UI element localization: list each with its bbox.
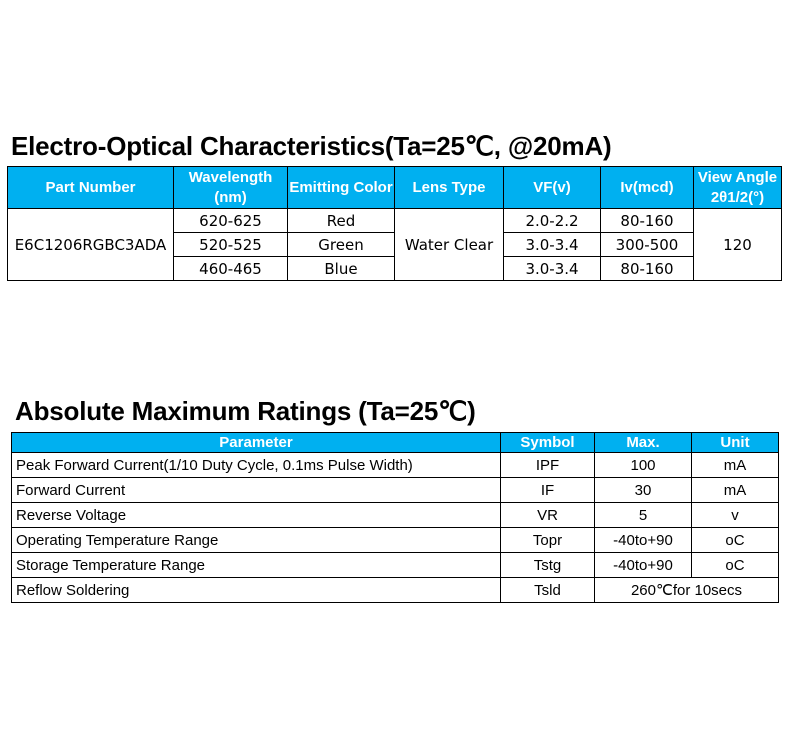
max-cell: -40to+90: [595, 528, 692, 553]
header-vf: VF(v): [504, 167, 601, 209]
parameter-cell: Storage Temperature Range: [12, 553, 501, 578]
symbol-cell: Topr: [501, 528, 595, 553]
absolute-maximum-ratings-title: Absolute Maximum Ratings (Ta=25℃): [15, 396, 476, 426]
color-cell: Red: [288, 209, 395, 233]
absolute-maximum-ratings-table: [11, 432, 779, 603]
max-cell: 5: [595, 503, 692, 528]
table-row: [12, 553, 779, 578]
unit-cell: oC: [692, 553, 779, 578]
symbol-cell: Tstg: [501, 553, 595, 578]
table-row: [8, 209, 782, 233]
vf-cell: 2.0-2.2: [504, 209, 601, 233]
header-part-number: Part Number: [8, 167, 174, 209]
electro-optical-title: Electro-Optical Characteristics(Ta=25℃, @20mA): [11, 131, 612, 161]
wavelength-cell: 620-625: [174, 209, 288, 233]
parameter-cell: Peak Forward Current(1/10 Duty Cycle, 0.1ms Pulse Width): [12, 453, 501, 478]
parameter-cell: Reverse Voltage: [12, 503, 501, 528]
symbol-cell: Tsld: [501, 578, 595, 603]
max-cell: 100: [595, 453, 692, 478]
reflow-value-cell: 260℃for 10secs: [595, 578, 779, 603]
header-wavelength: Wavelength (nm): [174, 167, 288, 209]
view-angle-cell: 120: [694, 209, 782, 281]
header-parameter: Parameter: [12, 433, 501, 453]
header-iv: Iv(mcd): [601, 167, 694, 209]
parameter-cell: Reflow Soldering: [12, 578, 501, 603]
table-row: [12, 503, 779, 528]
electro-optical-table: [7, 166, 782, 281]
color-cell: Green: [288, 233, 395, 257]
unit-cell: mA: [692, 453, 779, 478]
max-cell: -40to+90: [595, 553, 692, 578]
iv-cell: 80-160: [601, 257, 694, 281]
color-cell: Blue: [288, 257, 395, 281]
header-symbol: Symbol: [501, 433, 595, 453]
table-row: [12, 528, 779, 553]
table-row: [12, 578, 779, 603]
parameter-cell: Forward Current: [12, 478, 501, 503]
vf-cell: 3.0-3.4: [504, 233, 601, 257]
iv-cell: 80-160: [601, 209, 694, 233]
wavelength-cell: 520-525: [174, 233, 288, 257]
wavelength-cell: 460-465: [174, 257, 288, 281]
unit-cell: mA: [692, 478, 779, 503]
header-emitting-color: Emitting Color: [288, 167, 395, 209]
symbol-cell: VR: [501, 503, 595, 528]
vf-cell: 3.0-3.4: [504, 257, 601, 281]
max-cell: 30: [595, 478, 692, 503]
table-row: [12, 478, 779, 503]
iv-cell: 300-500: [601, 233, 694, 257]
part-number-cell: E6C1206RGBC3ADA: [8, 209, 174, 281]
unit-cell: oC: [692, 528, 779, 553]
header-lens-type: Lens Type: [395, 167, 504, 209]
table-header-row: [12, 433, 779, 453]
header-view-angle: View Angle 2θ1/2(°): [694, 167, 782, 209]
symbol-cell: IPF: [501, 453, 595, 478]
table-header-row: [8, 167, 782, 209]
lens-type-cell: Water Clear: [395, 209, 504, 281]
unit-cell: v: [692, 503, 779, 528]
parameter-cell: Operating Temperature Range: [12, 528, 501, 553]
header-unit: Unit: [692, 433, 779, 453]
header-max: Max.: [595, 433, 692, 453]
table-row: [12, 453, 779, 478]
symbol-cell: IF: [501, 478, 595, 503]
